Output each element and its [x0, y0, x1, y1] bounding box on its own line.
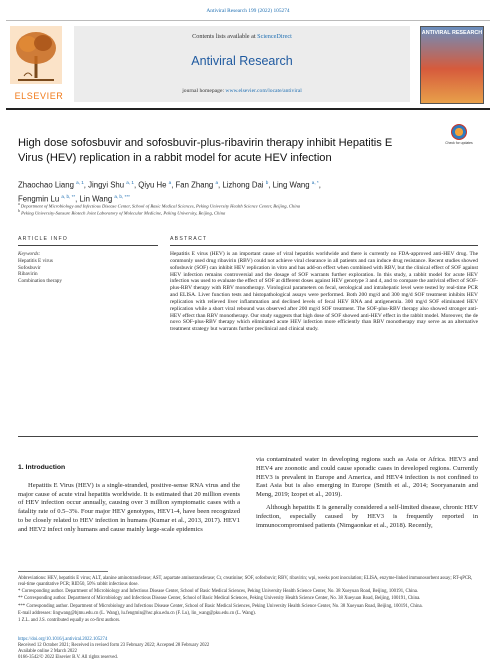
available-online: Available online 2 March 2022: [18, 649, 78, 655]
affiliation: [18, 209, 478, 216]
affiliation-text: Peking University-Sansure Biotech Joint Laboratory of Molecular Medicine, Peking University, Beijing, China: [21, 210, 226, 216]
author-sup[interactable]: a, *: [311, 180, 319, 185]
check-for-updates-button[interactable]: [444, 124, 474, 154]
doi-link[interactable]: https://doi.org/10.1016/j.antiviral.2022.105274: [18, 637, 108, 642]
journal-cover-image[interactable]: [420, 26, 484, 104]
footnote-equal-contribution: 1 Z.L. and J.S. contributed equally as co-first authors.: [18, 618, 121, 624]
author-name[interactable]: Fengmin Lu: [18, 194, 60, 204]
affiliation: [18, 202, 478, 209]
author-list: Zhaochao Liang $^{a, 1}$, Jingyi Shu $^{a, 1}$, Qiyu He $^a$, Fan Zhang $^a$, Lizhong Dai $^b$, Ling Wang $^{a, *}$, Fengmin Lu $^{a, b, **}$, Lin Wang $^{a, b, ***}$: [18, 180, 321, 204]
footnote-corresponding: *** Corresponding author. Department of Microbiology and Infectious Disease Center, School of Basic Medical Sciences, Peking University Health Science Center, No. 38 Xueyuan Road, Beijing, 100191, China.: [18, 603, 423, 609]
author-sup[interactable]: a, b, ***: [114, 193, 130, 199]
elsevier-tree-icon: [10, 26, 62, 84]
footnote-corresponding: ** Corresponding author. Department of Microbiology and Infectious Disease Center, School of Basic Medical Sciences, Peking University Health Science Center, No. 38 Xueyuan Road, Beijing, 100191, China.: [18, 596, 421, 602]
footnote-rule: [18, 571, 108, 572]
article-info-rule: [18, 245, 158, 246]
author-sup[interactable]: a: [215, 180, 218, 185]
author-sup[interactable]: a, 1: [126, 180, 134, 185]
intro-right-column: [256, 456, 478, 534]
homepage-line: [74, 88, 410, 94]
contents-prefix: Contents lists available at: [192, 33, 258, 40]
author-name[interactable]: Lizhong Dai: [222, 180, 264, 190]
keyword: Combination therapy: [18, 278, 62, 285]
affiliation-sup: b: [18, 209, 20, 213]
footnotes: [18, 576, 478, 625]
article-info-label: ARTICLE INFO: [18, 236, 69, 242]
affiliation-text: Department of Microbiology and Infectious Disease Center, School of Basic Medical Sciences, Peking University Health Science Center, Beijing, China: [20, 203, 301, 209]
author-name[interactable]: Fan Zhang: [175, 180, 214, 190]
keyword: Sofosbuvir: [18, 264, 41, 271]
intro-left-column: [18, 464, 240, 539]
author-sup[interactable]: b: [265, 180, 269, 185]
intro-heading: 1. Introduction: [18, 464, 66, 471]
received-dates: Received 12 October 2021; Received in revised form 23 February 2022; Accepted 28 February 2022: [18, 643, 210, 649]
author-name[interactable]: Qiyu He: [138, 180, 167, 190]
contents-line: [74, 33, 410, 40]
abstract-rule: [170, 245, 478, 246]
intro-paragraph: Although hepatitis E is generally considered a self-limited disease, chronic HEV infection, especially caused by HEV3 is frequently reported in immunocompromised patients (Nimgaonkar et al., 2018). Recently,: [256, 503, 478, 529]
homepage-prefix: journal homepage:: [182, 88, 226, 94]
check-updates-label: Check for updates: [445, 141, 473, 145]
abstract-text: Hepatitis E virus (HEV) is an important cause of viral hepatitis worldwide and there is currently no FDA-approved anti-HEV drug. The commonly used drug ribavirin (RBV) could not achieve viral clearance in all patients and can induce drug resistance. Recent studies showed sofosbuvir (SOF) can inhibit HEV replication in vitro and has add-on effect when combined with RBV, but the clinical effect of SOF against HEV infection remains controversial and the dosage of SOF warrants further exploration. In this study, a rabbit model for acute HEV infection was used to evaluate the effect of SOF at different doses against HEV genotype 3 and 4, and to compare the antiviral effect of SOF-plus-RBV therapy with RBV monotherapy. Virological parameters on fecal, serological and intrahepatic level were tested by real-time PCR and ELISA. Liver function tests and histopathological assays were performed. Both 200 mg/d and 300 mg/d SOF treatment inhibits HEV replication with relieved liver inflammation and declined levels of fecal HEV RNA and antigenemia. 300 mg/d SOF eliminated HEV replication while a short viral rebound was observed after 200 mg/d SOF treatment. The SOF-plus-RBV therapy also showed stronger anti-HEV effect than RBV monotherapy. Our study suggests that high dose of SOF showed anti-HEV effect in the rabbit model. Moreover, the de novo SOF-plus-RBV therapy which eliminated acute HEV infection more efficiently than RBV monotherapy may serve as an alternative treatment strategy but warrants further preclinical and clinical study.: [170, 251, 478, 333]
keyword: Hepatitis E virus: [18, 257, 53, 264]
author-name[interactable]: Lin Wang: [79, 194, 113, 204]
affiliation-sup: a: [18, 202, 20, 206]
keywords-block: [18, 251, 138, 285]
sciencedirect-link[interactable]: ScienceDirect: [257, 33, 292, 40]
cover-title: ANTIVIRAL RESEARCH: [421, 30, 483, 36]
copyright: 0166-3542/© 2022 Elsevier B.V. All rights reserved.: [18, 655, 118, 661]
author-name[interactable]: Ling Wang: [272, 180, 310, 190]
author-name[interactable]: Zhaochao Liang: [18, 180, 74, 190]
footnote-emails[interactable]: E-mail addresses: lingwang@bjmu.edu.cn (L. Wang), lu.fengmin@hsc.pku.edu.cn (F. Lu), lin_wang@pku.edu.cn (L. Wang).: [18, 610, 256, 616]
author-sup[interactable]: a, b, **: [61, 193, 76, 199]
journal-reference[interactable]: Antiviral Research 199 (2022) 105274: [206, 8, 290, 14]
article-title: High dose sofosbuvir and sofosbuvir-plus-ribavirin therapy inhibit Hepatitis E Virus (HEV) replication in a rabbit model for acute HEV infection: [18, 137, 393, 164]
homepage-link[interactable]: www.elsevier.com/locate/antiviral: [225, 88, 302, 94]
keywords-label: Keywords:: [18, 251, 41, 257]
publisher-name: ELSEVIER: [14, 91, 64, 101]
footnote-corresponding: * Corresponding author. Department of Microbiology and Infectious Disease Center, School of Basic Medical Sciences, Peking University Health Science Center, No. 38 Xueyuan Road, Beijing, 100191, China.: [18, 589, 418, 595]
author-sup[interactable]: a: [168, 180, 172, 185]
abstract-bottom-rule: [18, 436, 478, 437]
abstract-label: ABSTRACT: [170, 236, 208, 242]
journal-name[interactable]: Antiviral Research: [191, 54, 293, 68]
author-name[interactable]: Jingyi Shu: [88, 180, 125, 190]
crossmark-icon: [451, 124, 467, 140]
intro-paragraph: Hepatitis E Virus (HEV) is a single-stranded, positive-sense RNA virus and the major cause of acute viral hepatitis worldwide. It is estimated that 20 million events of HEV infection occur annually, causing over 3 million symptomatic cases with a fatality rate of 0.5–3%. Four major HEV genotypes, HEV1-4, have been recognized to be closely related to HEV infection in humans (Kumar et al., 2013, 2017). HEV1 and HEV2 infect only humans and cause mainly large-scale epidemics: [18, 481, 240, 533]
author-sup[interactable]: a, 1: [76, 180, 84, 185]
article-meta: [18, 637, 318, 661]
elsevier-logo[interactable]: [10, 26, 68, 102]
keyword: Ribavirin: [18, 271, 38, 278]
footnote-abbreviations: Abbreviations: HEV, hepatitis E virus; ALT, alanine aminotransferase; AST, aspartate aminotransferase; Cr, creatinine; SOF, sofosbuvir; RBV, ribavirin; wpi, weeks post inoculation; ELISA, enzyme-linked immunosorbent assay; RT-qPCR, real-time quantitative PCR; RID50, 50% rabbit infectious dose.: [18, 576, 473, 588]
intro-paragraph: via contaminated water in developing regions such as Asia or Africa. HEV3 and HEV4 are zoonotic and could cause sporadic cases in developed regions. Currently HEV3 is prevalent in Europe and America, and HEV4 infection is not confined to East Asia but is also emerging in Europe (Smith et al., 2014; Sooryanarain and Meng, 2019; Izopet et al., 2019).: [256, 456, 478, 499]
